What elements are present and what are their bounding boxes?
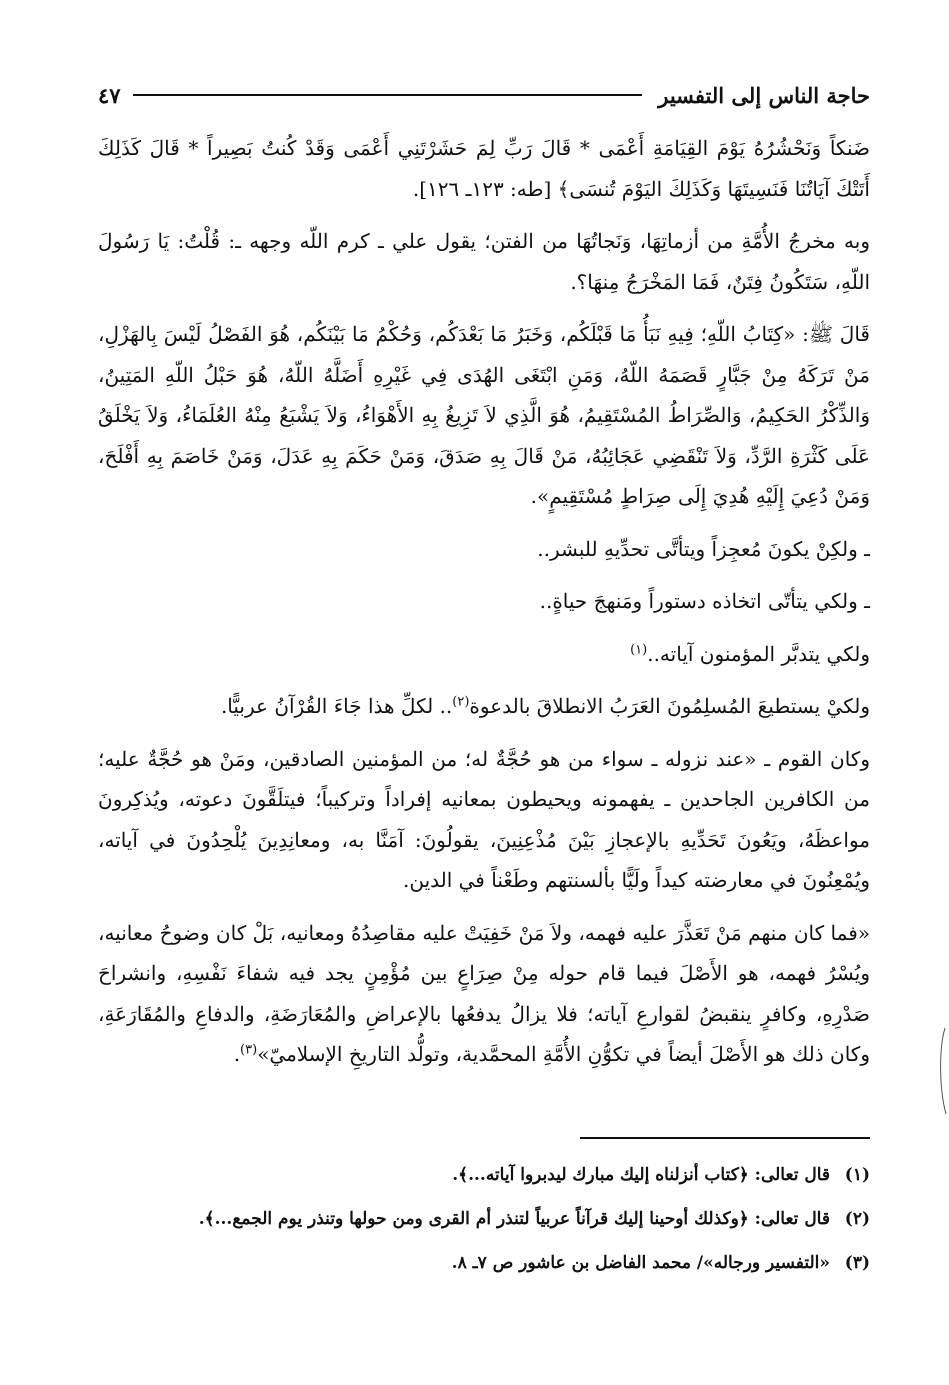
footnote-1 <box>98 1153 870 1197</box>
paragraph-point-miracle: ـ ولكِنْ يكونَ مُعجِزاً ويتأتَّى تحدِّيهِ للبشر.. <box>537 536 870 561</box>
header-rule <box>133 94 643 96</box>
paragraph-ali-question: وبه مخرجُ الأُمَّةِ من أزماتِهَا، وَنَجاتُهَا من الفتن؛ يقول علي ـ كرم اللّه وجهه ـ: قُلْتُ: يَا رَسُولَ اللّهِ، سَتَكُونُ فِتَنٌ، فَمَا المَخْرَجُ مِنهَا؟. <box>98 229 870 294</box>
footnotes <box>98 1153 870 1285</box>
footnote-text: قال تعالى: ﴿كتاب أنزلناه إليك مبارك ليدبروا آياته...﴾. <box>452 1165 830 1185</box>
footnote-ref-3: (٣) <box>240 1042 258 1058</box>
body-text <box>98 128 870 1087</box>
paragraph-point-reflection-text: ولكي يتدبَّر المؤمنون آياته.. <box>647 641 870 666</box>
paragraph-hadith: قَالَ ﷺ: «كِتَابُ اللّهِ؛ فِيهِ نَبَأُ مَا قَبْلَكُم، وَخَبَرُ مَا بَعْدَكُم، وَحُكْمُ مَا بَيْنَكُم، هُوَ الفَصْلُ لَيْسَ بِالهَزْلِ، مَنْ تَرَكَهُ مِنْ جَبَّارٍ قَصَمَهُ اللّهُ، وَمَنِ ابْتَغَى الهُدَى فِي غَيْرِهِ أَضَلَّهُ اللّهُ، هُوَ حَبْلُ اللّهِ المَتِينُ، وَالذِّكْرُ الحَكِيمُ، وَالصِّرَاطُ المُسْتَقِيمُ، هُوَ الَّذِي لاَ تَزِيغُ بِهِ الأَهْوَاءُ، وَلاَ يَشْبَعُ مِنْهُ العُلَمَاءُ، وَلاَ يَخْلَقُ عَلَى كَثْرَةِ الرَّدِّ، وَلاَ تَنْقَضِي عَجَائِبُهُ، مَنْ قَالَ بِهِ صَدَقَ، وَمَنْ حَكَمَ بِهِ عَدَلَ، وَمَنْ خَاصَمَ بِهِ أَفْلَحَ، وَمَنْ دُعِيَ إِلَيْهِ هُدِيَ إِلَى صِرَاطٍ مُسْتَقِيمٍ». <box>98 322 870 508</box>
paragraph-people-understanding: وكان القوم ـ «عند نزوله ـ سواء من هو حُجَّةٌ له؛ من المؤمنين الصادقين، ومَنْ هو حُجَّةٌ عليه؛ من الكافرين الجاحدين ـ يفهمونه ويحيطون بمعانيه إفراداً وتركيباً؛ فيتلَقَّونَ دعوته، ويُذكِرونَ مواعظَهُ، ويَعُونَ تَحَدِّيهِ بالإعجازِ بَيْنَ مُذْعِنِينَ، يقولُونَ: آمَنَّا به، ومعانِدِينَ يُلْحِدُونَ في آياته، ويُمْعِنُونَ في معارضته كيداً ولَيًّا بألسنتهم وطَعْناً في الدين. <box>98 746 870 892</box>
footnote-ref-2: (٢) <box>452 694 470 710</box>
paragraph-clarity-quote-tail: . <box>233 1042 241 1066</box>
running-title: حاجة الناس إلى التفسير <box>658 82 870 108</box>
paragraph-clarity-quote-text: «فما كان منهم مَنْ تَعَذَّرَ عليه فهمه، ولاَ مَنْ خَفِيَتْ عليه مقاصِدُهُ ومعانيه، بَلْ كان وضوحُ معانيه، ويُسْرُ فهمه، هو الأَصْلَ فيما قام حوله مِنْ صِرَاعٍ بين مُؤْمِنٍ يجد فيه شفاءَ نَفْسِهِ، وانشراحَ صَدْرِهِ، وكافرٍ ينقبضُ لقوارعِ آياته؛ فلا يزالُ يدفعُها بالإعراضِ والمُعَارَضَةِ، والدفاعِ والمُقَارَعَةِ، وكان ذلك هو الأَصْلَ أيضاً في تكوُّنِ الأُمَّةِ المحمَّدية، وتولُّد التاريخِ الإسلاميّ» <box>98 920 870 1066</box>
footnote-number: (٢) <box>844 1209 870 1229</box>
page-number: ٤٧ <box>98 82 121 108</box>
footnote-text: قال تعالى: ﴿وكذلك أوحينا إليك قرآناً عربياً لتنذر أم القرى ومن حولها وتنذر يوم الجمع...﴾. <box>198 1209 830 1229</box>
paragraph-point-dawah-tail: .. لكلِّ هذا جَاءَ القُرْآنُ عربيًّا. <box>220 694 453 718</box>
paragraph-clarity-quote <box>98 913 870 1075</box>
footnote-2 <box>98 1197 870 1241</box>
paragraph-point-reflection <box>98 634 870 675</box>
scan-edge-mark <box>937 1028 947 1114</box>
paragraph-point-dawah-text: ولكيْ يستطيعَ المُسلِمُونَ العَرَبُ الانطلاقَ بالدعوة <box>469 694 870 718</box>
running-header <box>98 78 870 112</box>
paragraph-point-constitution: ـ ولكي يتأتّى اتخاذه دستوراً ومَنهجَ حياةٍ.. <box>539 589 870 613</box>
paragraph-point-dawah <box>98 686 870 727</box>
footnote-separator <box>580 1137 870 1139</box>
footnote-3 <box>98 1241 870 1285</box>
footnote-text: «التفسير ورجاله»/ محمد الفاضل بن عاشور ص ٧ـ ٨. <box>451 1253 830 1273</box>
paragraph-quran-quote: ضَنكاً وَنَحْشُرُهُ يَوْمَ القِيَامَةِ أَعْمَى * قَالَ رَبِّ لِمَ حَشَرْتَنِي أَعْمَى وَقَدْ كُنتُ بَصِيراً * قَالَ كَذَلِكَ أَتَتْكَ آيَاتُنَا فَنَسِيتَهَا وَكَذَلِكَ اليَوْمَ تُنسَى﴾ [طه: ١٢٣ـ ١٢٦]. <box>98 136 870 201</box>
footnote-ref-1: (١) <box>630 641 648 657</box>
footnote-number: (١) <box>844 1165 870 1185</box>
footnote-number: (٣) <box>844 1253 870 1273</box>
